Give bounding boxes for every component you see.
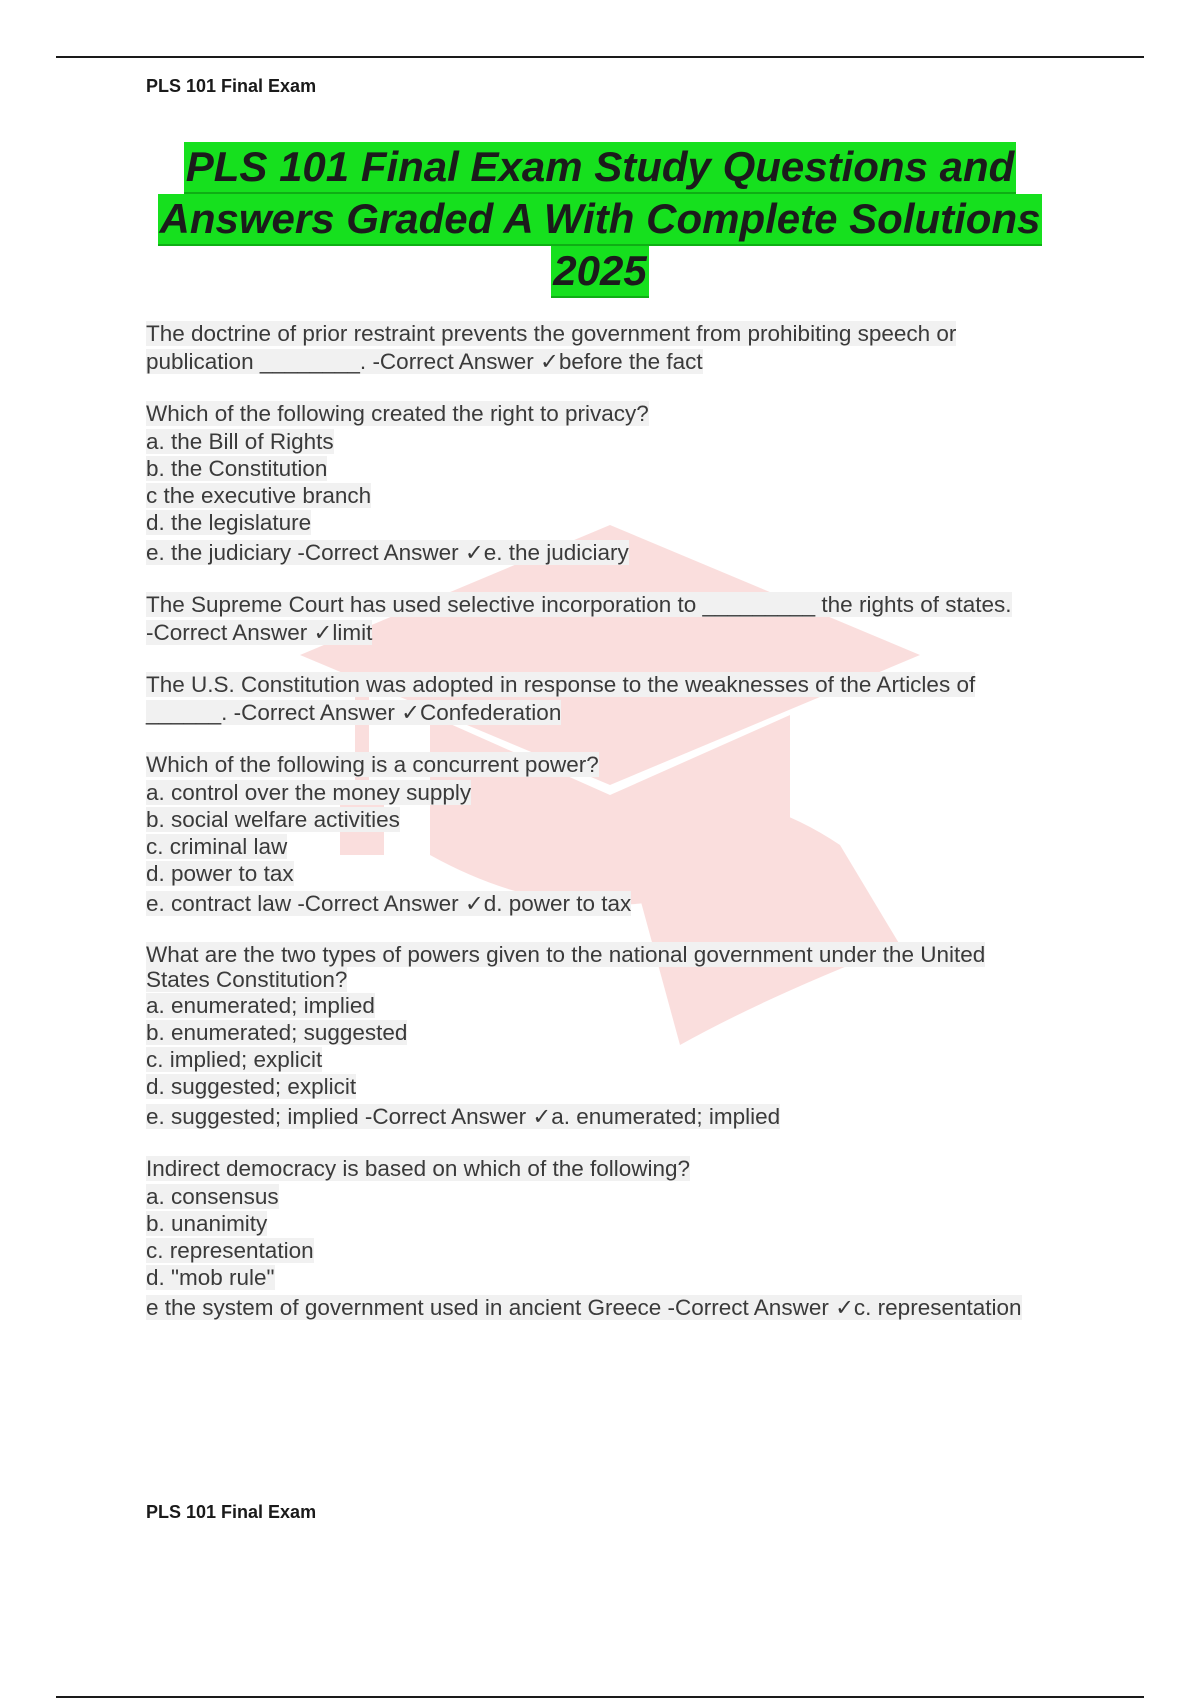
question-block (146, 320, 1106, 376)
question-list (146, 320, 1106, 1346)
answer-option: b. enumerated; suggested (146, 1020, 408, 1045)
title-line-3: 2025 (551, 246, 648, 298)
correct-answer-line: e the system of government used in ancient Greece -Correct Answer ✓c. representation (146, 1295, 1022, 1320)
bottom-rule (56, 1696, 1144, 1698)
title-line-2: Answers Graded A With Complete Solutions (158, 194, 1043, 246)
title-line-1: PLS 101 Final Exam Study Questions and (184, 142, 1017, 194)
question-text: Indirect democracy is based on which of the following? (146, 1156, 691, 1181)
answer-option: b. unanimity (146, 1211, 268, 1236)
answer-option: c the executive branch (146, 483, 372, 508)
question-text: ______. -Correct Answer ✓Confederation (146, 700, 562, 725)
page-header: PLS 101 Final Exam (146, 76, 317, 96)
question-text: The U.S. Constitution was adopted in response to the weaknesses of the Articles of (146, 672, 976, 697)
answer-option: a. control over the money supply (146, 780, 472, 805)
answer-option: d. suggested; explicit (146, 1074, 357, 1099)
answer-option: c. criminal law (146, 834, 288, 859)
question-text: What are the two types of powers given to the national government under the United (146, 942, 986, 967)
question-text: publication ________. -Correct Answer ✓before the fact (146, 349, 703, 374)
question-text: -Correct Answer ✓limit (146, 620, 373, 645)
answer-option: c. implied; explicit (146, 1047, 323, 1072)
answer-option: a. the Bill of Rights (146, 429, 334, 454)
document-title (120, 142, 1080, 298)
answer-option: d. the legislature (146, 510, 312, 535)
answer-option: c. representation (146, 1238, 314, 1263)
question-text: States Constitution? (146, 967, 348, 992)
answer-option: a. consensus (146, 1184, 279, 1209)
answer-option: d. "mob rule" (146, 1265, 275, 1290)
question-text: The Supreme Court has used selective incorporation to _________ the rights of states. (146, 592, 1012, 617)
question-block (146, 751, 1106, 918)
correct-answer-line: e. the judiciary -Correct Answer ✓e. the judiciary (146, 540, 629, 565)
correct-answer-line: e. suggested; implied -Correct Answer ✓a. enumerated; implied (146, 1104, 781, 1129)
answer-option: d. power to tax (146, 861, 294, 886)
question-block (146, 942, 1106, 1131)
answer-option: b. social welfare activities (146, 807, 400, 832)
question-text: Which of the following is a concurrent power? (146, 752, 599, 777)
question-block (146, 671, 1106, 727)
question-block (146, 591, 1106, 647)
page-footer-header: PLS 101 Final Exam (146, 1502, 317, 1522)
correct-answer-line: e. contract law -Correct Answer ✓d. power to tax (146, 891, 632, 916)
answer-option: b. the Constitution (146, 456, 328, 481)
question-text: Which of the following created the right to privacy? (146, 401, 649, 426)
question-block (146, 1155, 1106, 1322)
question-block (146, 400, 1106, 567)
top-rule (56, 56, 1144, 58)
question-text: The doctrine of prior restraint prevents the government from prohibiting speech or (146, 321, 957, 346)
answer-option: a. enumerated; implied (146, 993, 375, 1018)
